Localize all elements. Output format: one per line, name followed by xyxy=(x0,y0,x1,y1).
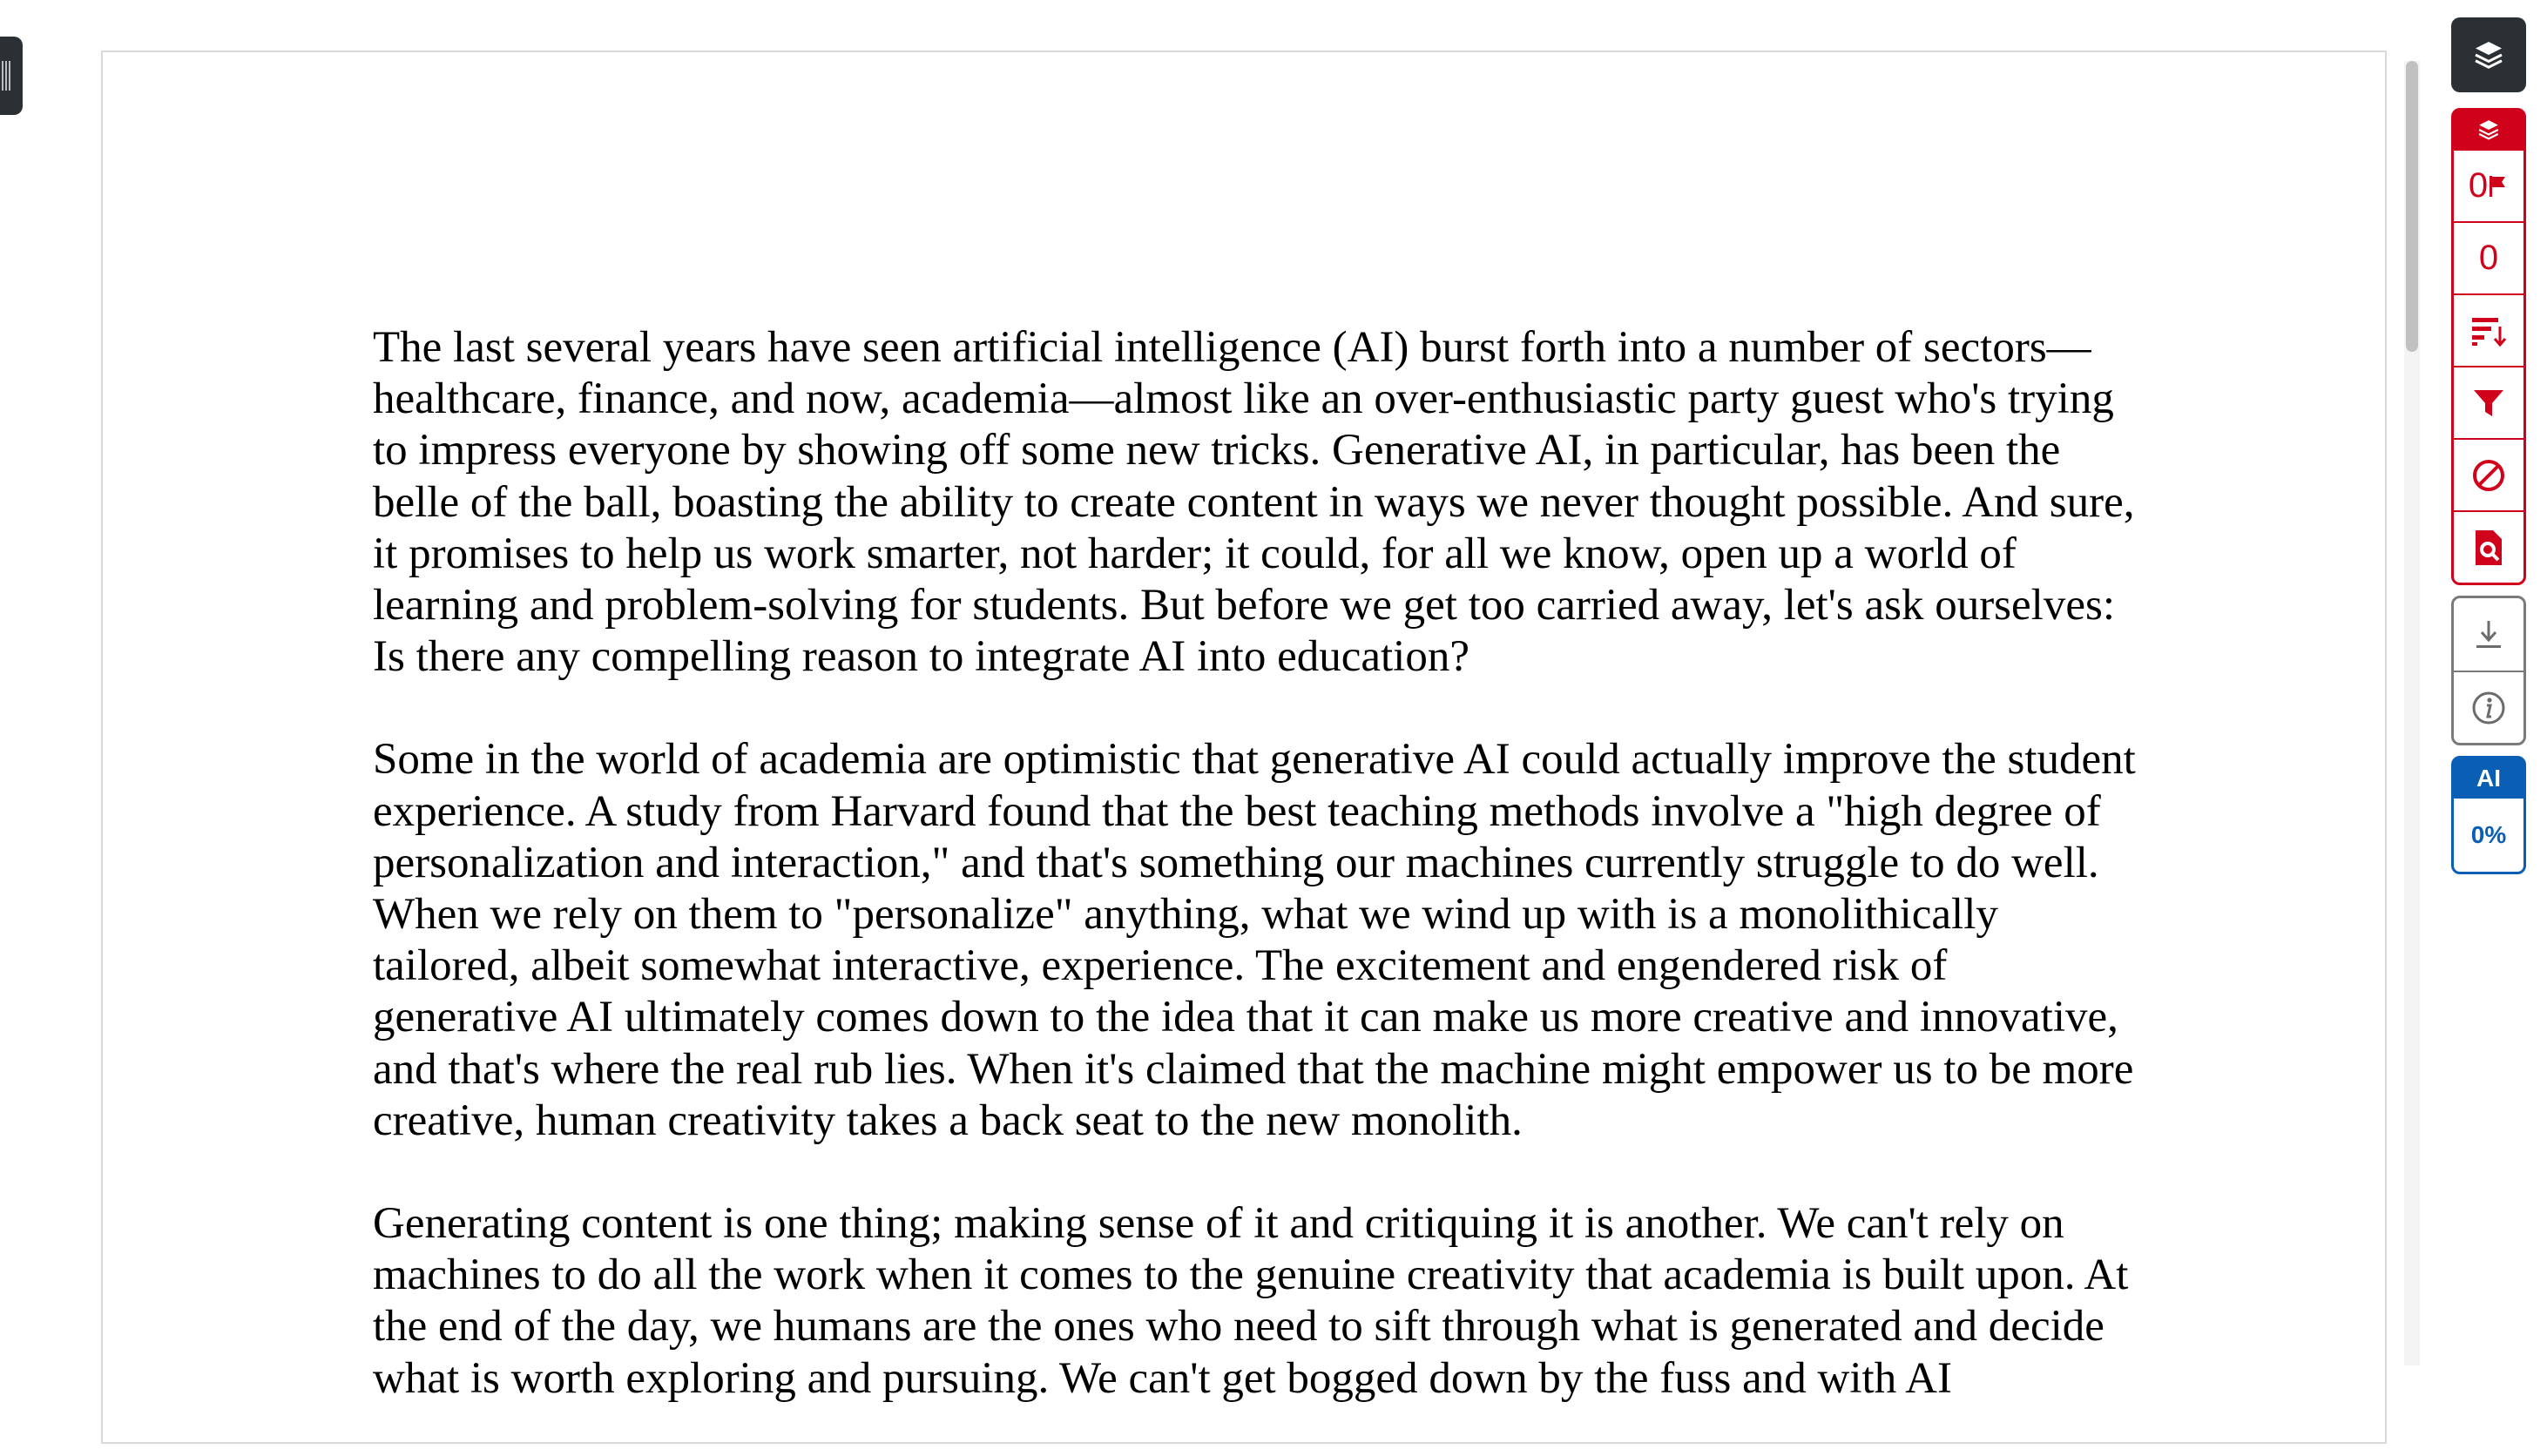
document-text xyxy=(373,322,2141,1456)
ai-label: AI xyxy=(2454,758,2523,799)
flag-count: 0 xyxy=(2468,166,2489,205)
layers-button[interactable] xyxy=(2451,17,2526,92)
scrollbar-thumb[interactable] xyxy=(2406,61,2418,352)
sort-icon xyxy=(2470,314,2507,347)
info-button[interactable] xyxy=(2454,671,2523,743)
paragraph-2: Some in the world of academia are optimistic that generative AI could actually improve the student experience. A study from Harvard found that the best teaching methods involve a "high degree of personalization and interaction," and that's something our machines currently struggle to do well. When we rely on them to "personalize" anything, what we wind up with is a monolithically tailored, albeit somewhat interactive, experience. The excitement and engendered risk of generative AI ultimately comes down to the idea that it can make us more creative and innovative, and that's where the real rub lies. When it's claimed that the machine might empower us to be more creative, human creativity takes a back seat to the new monolith. xyxy=(373,735,2136,1145)
block-icon xyxy=(2471,458,2506,493)
flag-icon xyxy=(2488,174,2509,199)
similarity-panel xyxy=(2451,108,2526,585)
layers-icon xyxy=(2477,118,2500,141)
paragraph-1: The last several years have seen artificial intelligence (AI) burst forth into a number of sectors—healthcare, finance, and now, academia—almost like an over-enthusiastic party guest who's trying to impress everyone by showing off some new tricks. Generative AI, in particular, has been the belle of the ball, boasting the ability to create content in ways we never thought possible. And sure, it promises to help us work smarter, not harder; it could, for all we know, open up a world of learning and problem-solving for students. But before we get too carried away, let's ask ourselves: Is there any compelling reason to integrate AI into education? xyxy=(373,323,2135,682)
utility-panel xyxy=(2451,596,2526,745)
download-icon xyxy=(2474,618,2503,651)
match-count: 0 xyxy=(2478,239,2499,277)
similarity-header[interactable] xyxy=(2454,111,2523,149)
info-icon xyxy=(2471,691,2506,725)
ai-detection-panel[interactable] xyxy=(2451,756,2526,874)
ai-score: 0% xyxy=(2470,821,2507,848)
document-search-icon xyxy=(2472,529,2505,567)
document-page xyxy=(101,51,2387,1444)
paragraph-3: Generating content is one thing; making sense of it and critiquing it is another. We can't rely on machines to do all the work when it comes to the genuine creativity that academia is built upon. At the end of the day, we humans are the ones who need to sift through what is generated and decide what is worth exploring and pursuing. We can't get bogged down by the fuss and with AI xyxy=(373,1199,2129,1403)
filter-button[interactable] xyxy=(2454,366,2523,438)
source-search-button[interactable] xyxy=(2454,510,2523,583)
filter-icon xyxy=(2472,388,2505,419)
match-count-button[interactable] xyxy=(2454,221,2523,293)
exclude-button[interactable] xyxy=(2454,438,2523,510)
download-button[interactable] xyxy=(2454,598,2523,671)
layers-icon xyxy=(2473,39,2504,71)
flag-count-button[interactable] xyxy=(2454,149,2523,221)
sort-button[interactable] xyxy=(2454,293,2523,366)
